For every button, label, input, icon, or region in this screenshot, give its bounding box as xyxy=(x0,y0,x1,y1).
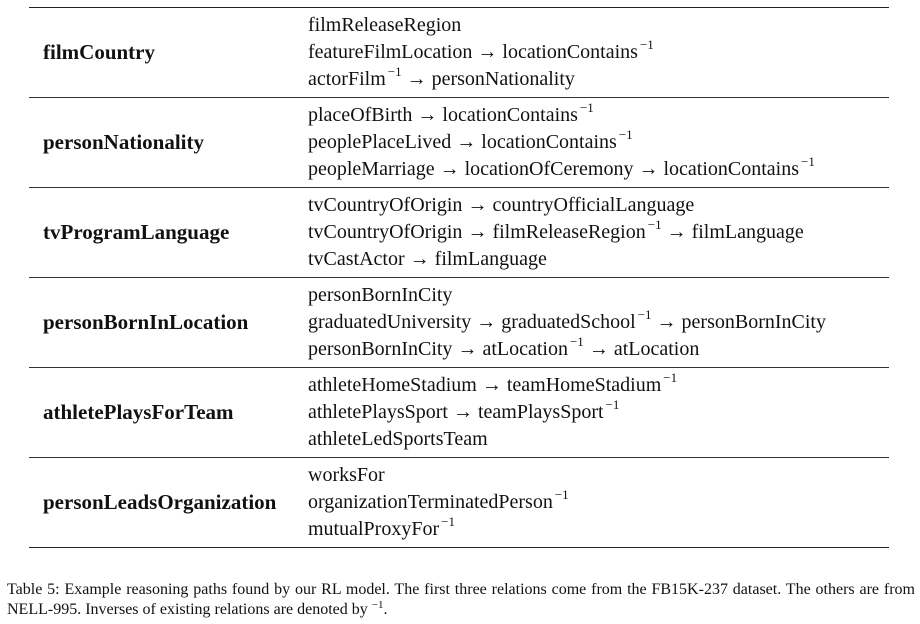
path-relation: personBornInCity xyxy=(681,311,826,333)
reasoning-paths xyxy=(294,368,677,457)
arrow-icon: → xyxy=(467,221,488,243)
path-relation: worksFor xyxy=(308,464,385,486)
path-relation: locationContains xyxy=(481,131,617,153)
inverse-mark: −1 xyxy=(801,154,815,169)
path-relation: filmLanguage xyxy=(434,248,547,270)
reasoning-path xyxy=(308,66,654,93)
path-relation: athletePlaysSport xyxy=(308,401,448,423)
table-row xyxy=(29,97,889,187)
arrow-icon: → xyxy=(638,158,659,180)
reasoning-path xyxy=(308,129,815,156)
path-relation: graduatedSchool xyxy=(501,311,636,333)
reasoning-paths xyxy=(294,188,804,277)
path-relation: countryOfficialLanguage xyxy=(492,194,695,216)
inverse-mark: −1 xyxy=(441,514,455,529)
table-caption xyxy=(7,580,915,620)
arrow-icon: → xyxy=(456,131,477,153)
reasoning-paths xyxy=(294,8,654,97)
path-relation: actorFilm xyxy=(308,68,386,90)
reasoning-path xyxy=(308,156,815,183)
inverse-mark: −1 xyxy=(579,100,594,115)
reasoning-path xyxy=(308,219,804,246)
reasoning-path xyxy=(308,39,654,66)
reasoning-path xyxy=(308,516,569,543)
relation-name: athletePlaysForTeam xyxy=(43,400,234,424)
inverse-mark: −1 xyxy=(605,397,620,412)
caption-inverse-mark: −1 xyxy=(371,599,384,611)
reasoning-paths xyxy=(294,98,815,187)
arrow-icon: → xyxy=(452,401,473,423)
arrow-icon: → xyxy=(481,374,502,396)
path-relation: personBornInCity xyxy=(308,284,453,306)
arrow-icon: → xyxy=(656,311,677,333)
path-relation: locationContains xyxy=(663,158,799,180)
path-relation: peoplePlaceLived xyxy=(308,131,452,153)
arrow-icon: → xyxy=(477,41,498,63)
arrow-icon: → xyxy=(666,221,687,243)
arrow-icon: → xyxy=(588,338,609,360)
table-row xyxy=(29,187,889,277)
reasoning-path xyxy=(308,309,826,336)
arrow-icon: → xyxy=(439,158,460,180)
reasoning-path xyxy=(308,399,677,426)
reasoning-paths xyxy=(294,278,826,367)
relation-name: personNationality xyxy=(43,130,205,154)
inverse-mark: −1 xyxy=(663,370,678,385)
path-relation: locationOfCeremony xyxy=(464,158,634,180)
table-row xyxy=(29,367,889,457)
path-relation: featureFilmLocation xyxy=(308,41,473,63)
path-relation: tvCountryOfOrigin xyxy=(308,194,463,216)
path-relation: athleteHomeStadium xyxy=(308,374,477,396)
reasoning-path xyxy=(308,12,654,39)
path-relation: filmReleaseRegion xyxy=(308,14,462,36)
reasoning-path xyxy=(308,372,677,399)
path-relation: teamPlaysSport xyxy=(477,401,604,423)
path-relation: atLocation xyxy=(613,338,700,360)
inverse-mark: −1 xyxy=(554,487,569,502)
inverse-mark: −1 xyxy=(569,334,584,349)
table-row xyxy=(29,277,889,367)
path-relation: tvCastActor xyxy=(308,248,405,270)
reasoning-path xyxy=(308,282,826,309)
arrow-icon: → xyxy=(409,248,430,270)
reasoning-path xyxy=(308,246,804,273)
inverse-mark: −1 xyxy=(618,127,633,142)
caption-text: Table 5: Example reasoning paths found by our RL model. The first three relations come from the FB15K-237 dataset. The others are from NELL-995. Inverses of existing relations are denoted by xyxy=(7,581,915,618)
reasoning-path xyxy=(308,426,677,453)
path-relation: organizationTerminatedPerson xyxy=(308,491,553,513)
relation-name: personBornInLocation xyxy=(43,310,249,334)
path-relation: peopleMarriage xyxy=(308,158,435,180)
arrow-icon: → xyxy=(467,194,488,216)
arrow-icon: → xyxy=(457,338,478,360)
path-relation: personNationality xyxy=(431,68,575,90)
path-relation: filmReleaseRegion xyxy=(492,221,646,243)
relation-name: filmCountry xyxy=(43,40,155,64)
path-relation: athleteLedSportsTeam xyxy=(308,428,488,450)
arrow-icon: → xyxy=(476,311,497,333)
relation-name: tvProgramLanguage xyxy=(43,220,230,244)
path-relation: placeOfBirth xyxy=(308,104,413,126)
arrow-icon: → xyxy=(417,104,438,126)
inverse-mark: −1 xyxy=(387,64,402,79)
reasoning-paths xyxy=(294,458,569,547)
reasoning-path xyxy=(308,192,804,219)
path-relation: filmLanguage xyxy=(691,221,804,243)
reasoning-paths-table xyxy=(29,7,889,548)
table-row xyxy=(29,457,889,547)
reasoning-path xyxy=(308,102,815,129)
path-relation: personBornInCity xyxy=(308,338,453,360)
arrow-icon: → xyxy=(406,68,427,90)
path-relation: tvCountryOfOrigin xyxy=(308,221,463,243)
path-relation: teamHomeStadium xyxy=(506,374,662,396)
path-relation: locationContains xyxy=(442,104,578,126)
path-relation: mutualProxyFor xyxy=(308,518,440,540)
inverse-mark: −1 xyxy=(647,217,662,232)
inverse-mark: −1 xyxy=(639,37,654,52)
path-relation: atLocation xyxy=(482,338,568,360)
path-relation: graduatedUniversity xyxy=(308,311,472,333)
table-row xyxy=(29,8,889,97)
inverse-mark: −1 xyxy=(637,307,652,322)
reasoning-path xyxy=(308,336,826,363)
reasoning-path xyxy=(308,489,569,516)
caption-end: . xyxy=(383,601,388,618)
relation-name: personLeadsOrganization xyxy=(43,490,277,514)
reasoning-path xyxy=(308,462,569,489)
path-relation: locationContains xyxy=(502,41,638,63)
